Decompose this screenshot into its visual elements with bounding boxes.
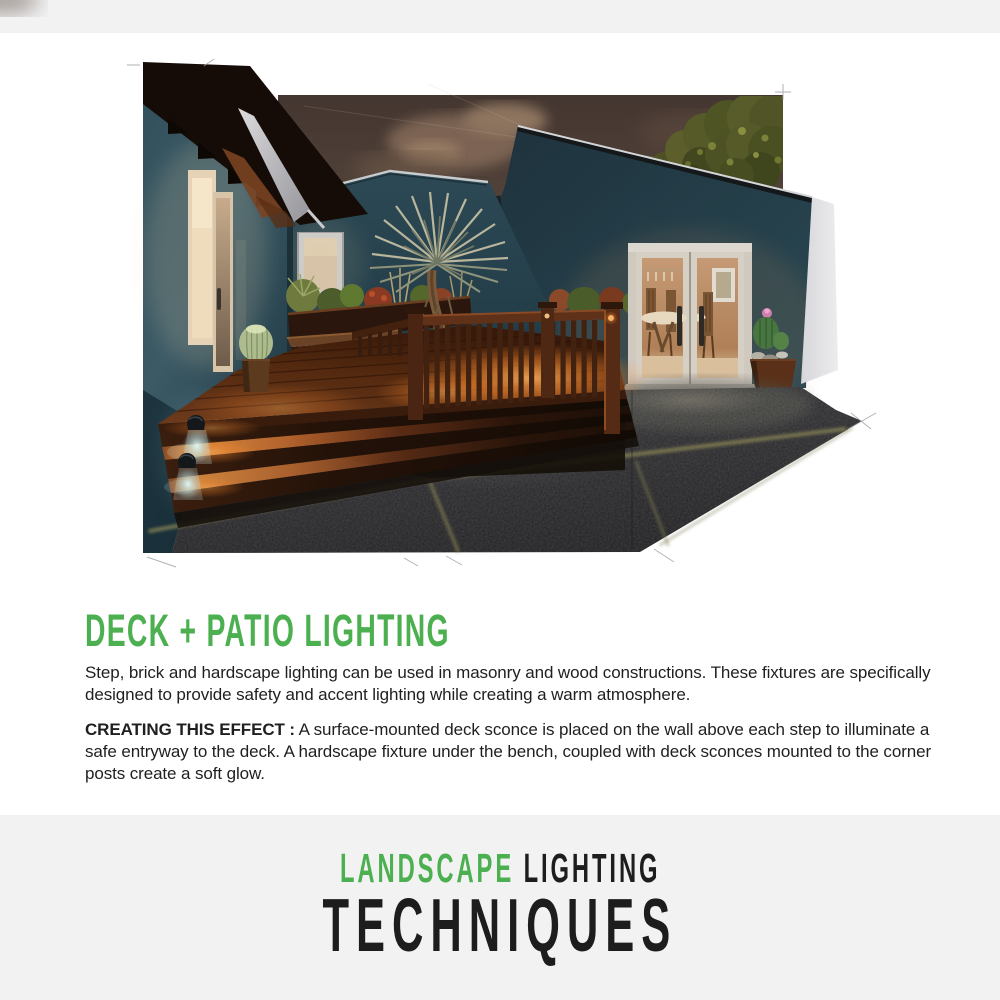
big-title-wrap — [0, 883, 1000, 967]
brand-word-landscape: LANDSCAPE — [339, 845, 514, 891]
section-heading: DECK + PATIO LIGHTING — [85, 605, 450, 656]
intro-paragraph: Step, brick and hardscape lighting can be used in masonry and wood constructions. These fixtures are specifically designed to provide safety and accent lighting while creating a warm atmosphere. — [85, 663, 931, 704]
effect-label: CREATING THIS EFFECT : — [85, 720, 295, 739]
effect-paragraph — [85, 719, 951, 785]
brand-word-lighting: LIGHTING — [523, 845, 661, 891]
effect-text: A surface-mounted deck sconce is placed on the wall above each step to illuminate a safe entryway to the deck. A hardscape fixture under the bench, coupled with deck sconces mounted to the corner posts create a soft glow. — [85, 720, 932, 783]
footer-lockup — [0, 845, 1000, 967]
caption-section — [85, 605, 951, 785]
poster-title: TECHNIQUES — [322, 883, 678, 967]
